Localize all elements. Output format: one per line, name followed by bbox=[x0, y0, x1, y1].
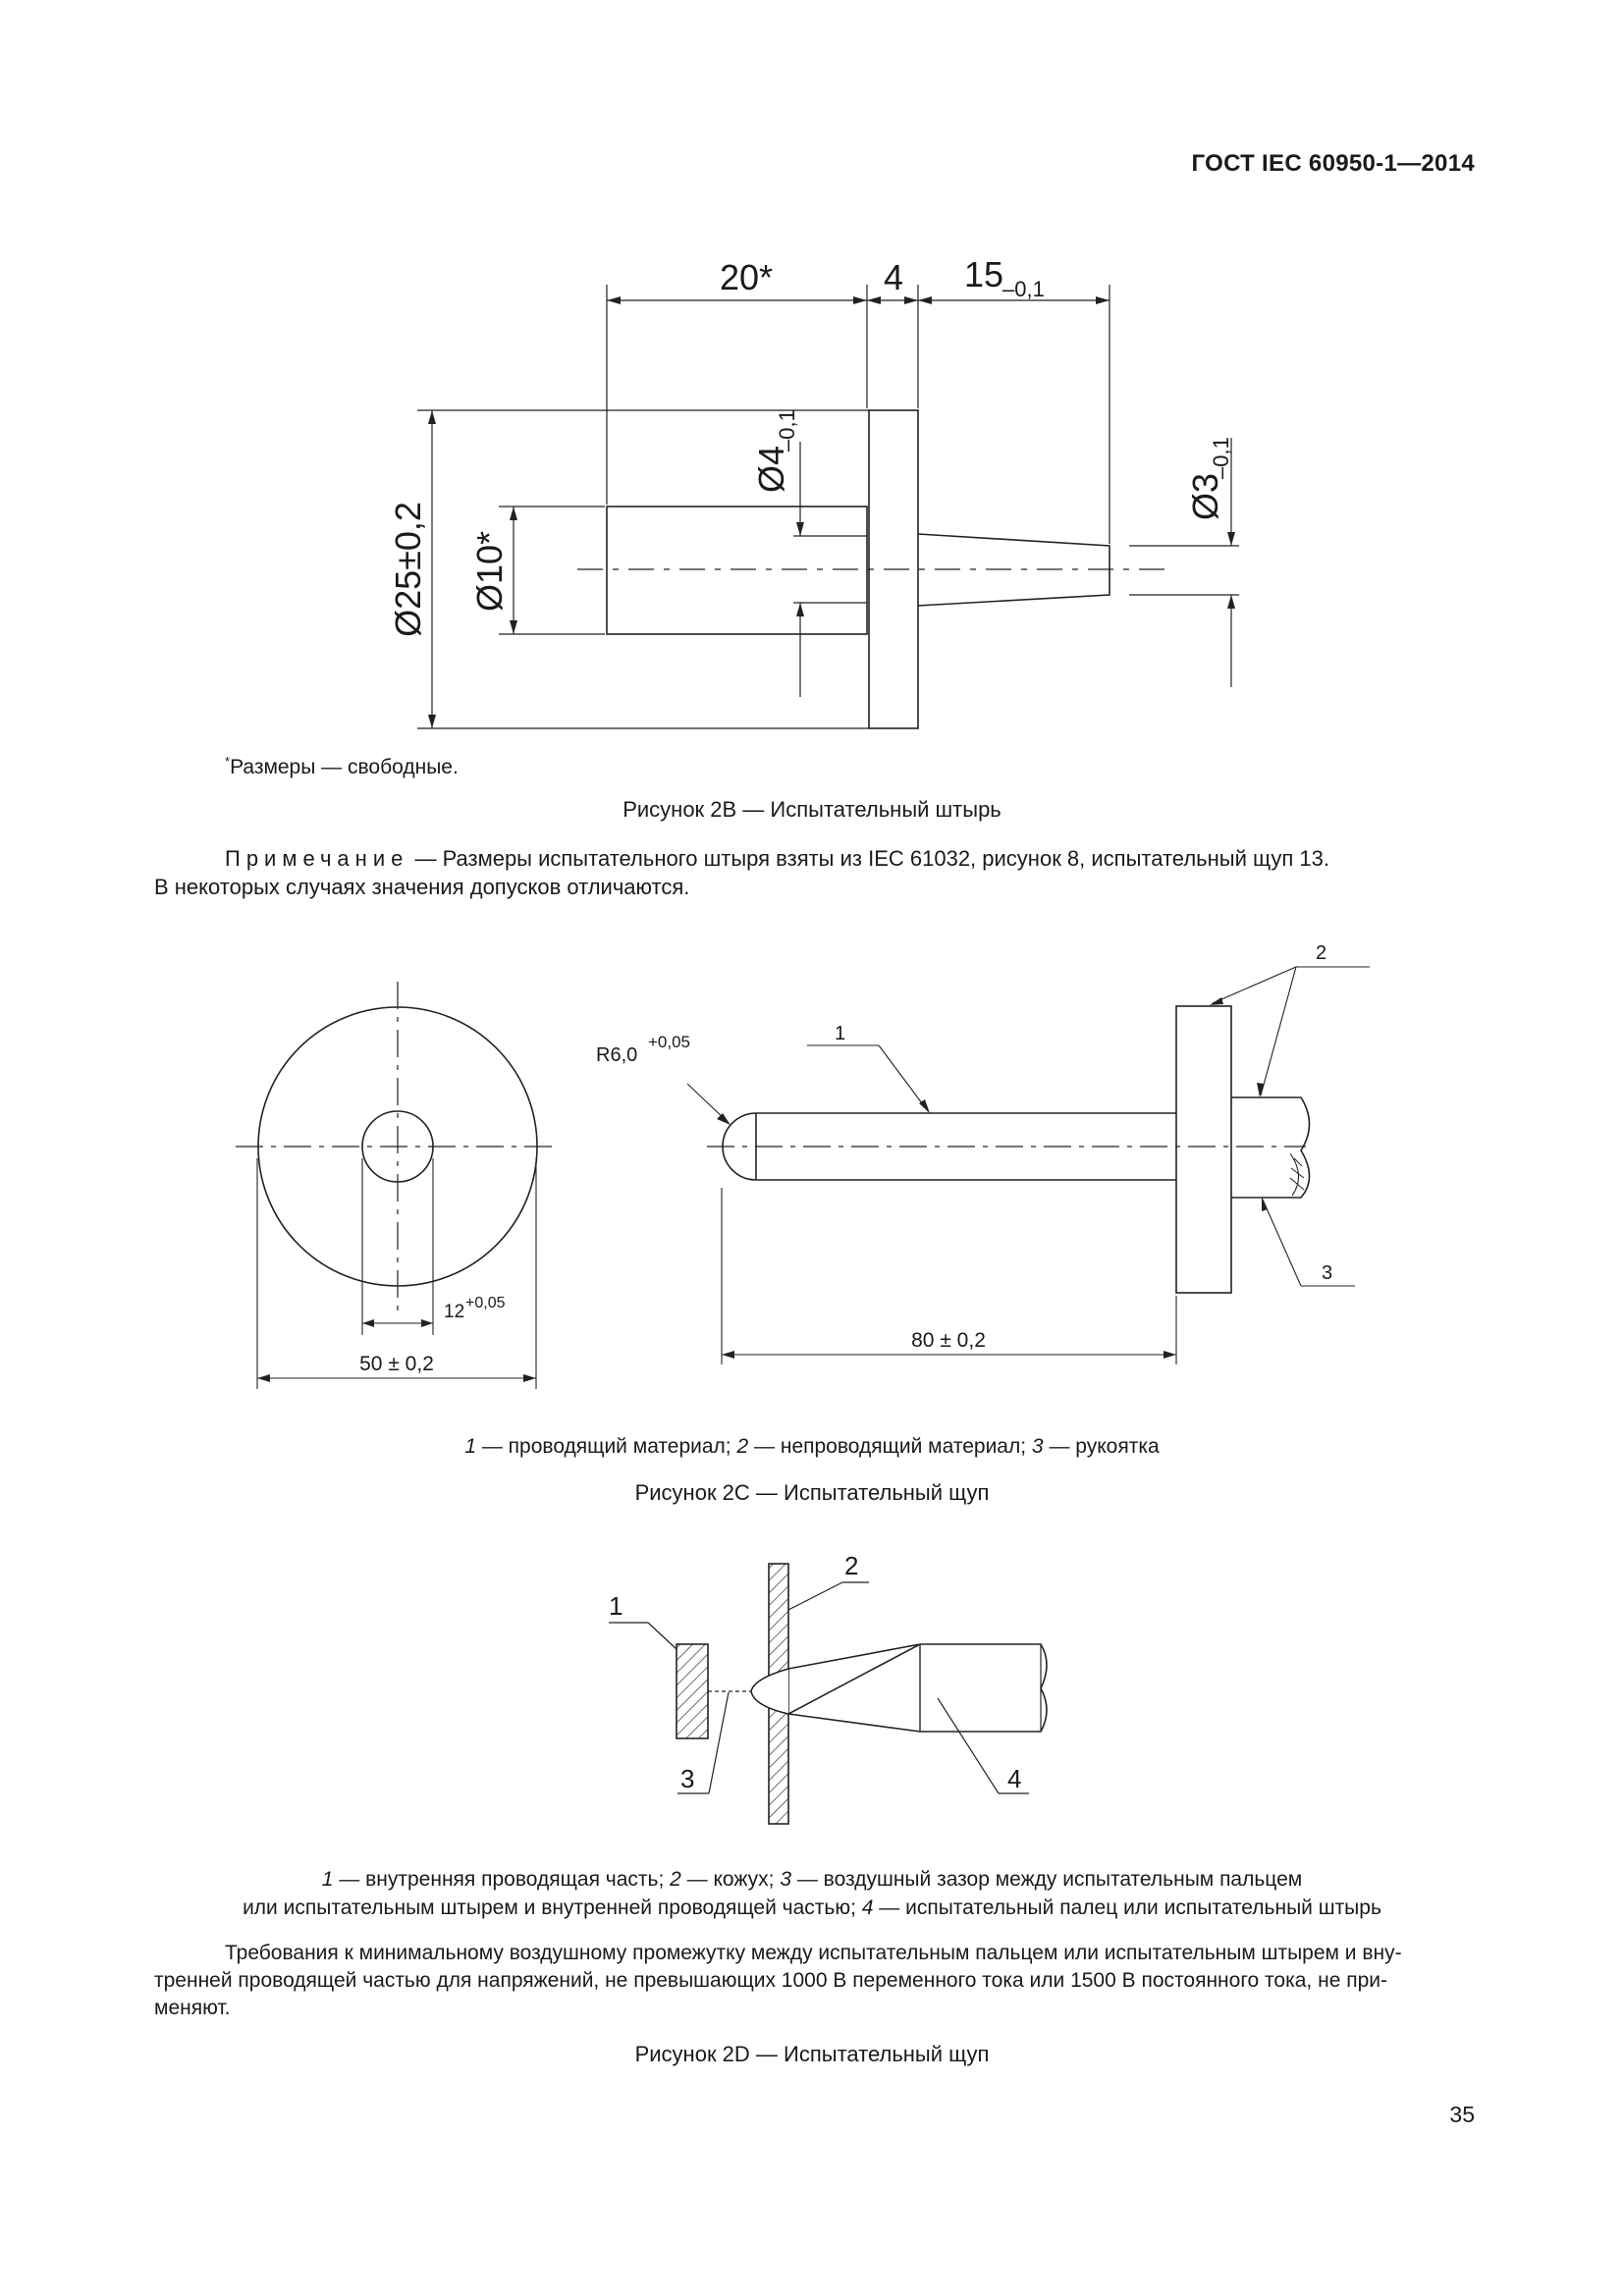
legend-num: 1 bbox=[464, 1435, 477, 1458]
callout-2: 2 bbox=[844, 1551, 859, 1580]
dim-50: 50 ± 0,2 bbox=[359, 1353, 434, 1375]
page-number: 35 bbox=[1449, 2102, 1475, 2127]
dim-r6: R6,0 bbox=[596, 1044, 638, 1066]
callout-2: 2 bbox=[1316, 942, 1327, 964]
legend-text: — кожух; bbox=[680, 1868, 781, 1891]
dim-4: 4 bbox=[883, 257, 904, 297]
test-finger bbox=[788, 1644, 1047, 1732]
figure-2c-caption: Рисунок 2С — Испытательный щуп bbox=[634, 1480, 990, 1505]
legend-num: 3 bbox=[780, 1868, 792, 1891]
dim-12-tol: +0,05 bbox=[465, 1295, 506, 1311]
legend-num: 2 bbox=[670, 1868, 681, 1891]
legend-num: 3 bbox=[1031, 1435, 1044, 1458]
figure-2d-caption: Рисунок 2D — Испытательный щуп bbox=[634, 2042, 990, 2066]
requirement-line-3: меняют. bbox=[154, 1997, 231, 2019]
legend-num: 2 bbox=[736, 1435, 749, 1458]
figure-2c-drawing bbox=[0, 933, 1624, 1394]
figure-2b-footnote bbox=[225, 754, 459, 779]
legend-num: 1 bbox=[321, 1868, 334, 1891]
note-text: — Размеры испытательного штыря взяты из IEC 61032, рисунок 8, испытательный щуп 13. bbox=[408, 846, 1329, 871]
note-label: Примечание bbox=[225, 846, 409, 871]
note-continuation: В некоторых случаях значения допусков отличаются. bbox=[154, 875, 690, 899]
footnote-text: Размеры — свободные. bbox=[230, 756, 459, 778]
figure-2b-caption: Рисунок 2В — Испытательный штырь bbox=[623, 797, 1001, 822]
callout-4: 4 bbox=[1007, 1764, 1022, 1793]
requirement-line-2: тренней проводящей частью для напряжений, не превышающих 1000 В переменного тока или 1500 В постоянного тока, не при- bbox=[154, 1969, 1387, 1992]
dim-80: 80 ± 0,2 bbox=[911, 1329, 986, 1352]
callout-1: 1 bbox=[835, 1023, 846, 1044]
dim-dia3: Ø3 bbox=[1185, 472, 1225, 520]
requirement-line-1: Требования к минимальному воздушному промежутку между испытательным пальцем или испытательным штырем и вну- bbox=[225, 1942, 1402, 1964]
dim-15-tol: –0,1 bbox=[1002, 277, 1045, 301]
footnote-mark: * bbox=[225, 754, 231, 769]
legend-text: — рукоятка bbox=[1043, 1435, 1160, 1458]
standard-header: ГОСТ IEC 60950-1—2014 bbox=[1191, 150, 1475, 177]
legend-num: 4 bbox=[861, 1896, 874, 1919]
note-paragraph bbox=[225, 846, 1491, 872]
figure-2c-legend bbox=[0, 1435, 1624, 1459]
dim-dia4: Ø4 bbox=[751, 445, 791, 493]
dim-dia4-tol: –0,1 bbox=[775, 409, 799, 452]
inner-conductive-part bbox=[677, 1644, 708, 1738]
dim-12: 12 bbox=[444, 1302, 465, 1322]
test-finger-tip bbox=[751, 1669, 788, 1714]
legend-text: — испытательный палец или испытательный штырь bbox=[873, 1896, 1381, 1919]
pin-cylinder bbox=[607, 507, 867, 634]
legend-text: — проводящий материал; bbox=[476, 1435, 737, 1458]
legend-text: или испытательным штырем и внутренней проводящей частью; bbox=[243, 1896, 862, 1919]
dim-20: 20* bbox=[719, 257, 774, 297]
figure-2b-drawing bbox=[0, 236, 1624, 746]
probe-flange bbox=[1176, 1006, 1231, 1293]
figure-2d-legend-line2 bbox=[0, 1896, 1624, 1920]
figure-2d-legend-line1 bbox=[0, 1868, 1624, 1892]
legend-text: — непроводящий материал; bbox=[748, 1435, 1032, 1458]
dim-dia25: Ø25±0,2 bbox=[388, 502, 428, 637]
callout-3: 3 bbox=[680, 1764, 695, 1793]
legend-text: — воздушный зазор между испытательным пальцем bbox=[791, 1868, 1303, 1891]
dim-dia3-tol: –0,1 bbox=[1209, 437, 1233, 479]
dim-dia10: Ø10* bbox=[469, 530, 510, 613]
callout-1: 1 bbox=[609, 1591, 623, 1621]
figure-2d-drawing bbox=[0, 1551, 1624, 1836]
dim-15: 15 bbox=[964, 254, 1004, 294]
legend-text: — внутренняя проводящая часть; bbox=[333, 1868, 671, 1891]
callout-3: 3 bbox=[1322, 1262, 1333, 1284]
dim-r6-tol: +0,05 bbox=[648, 1033, 691, 1051]
